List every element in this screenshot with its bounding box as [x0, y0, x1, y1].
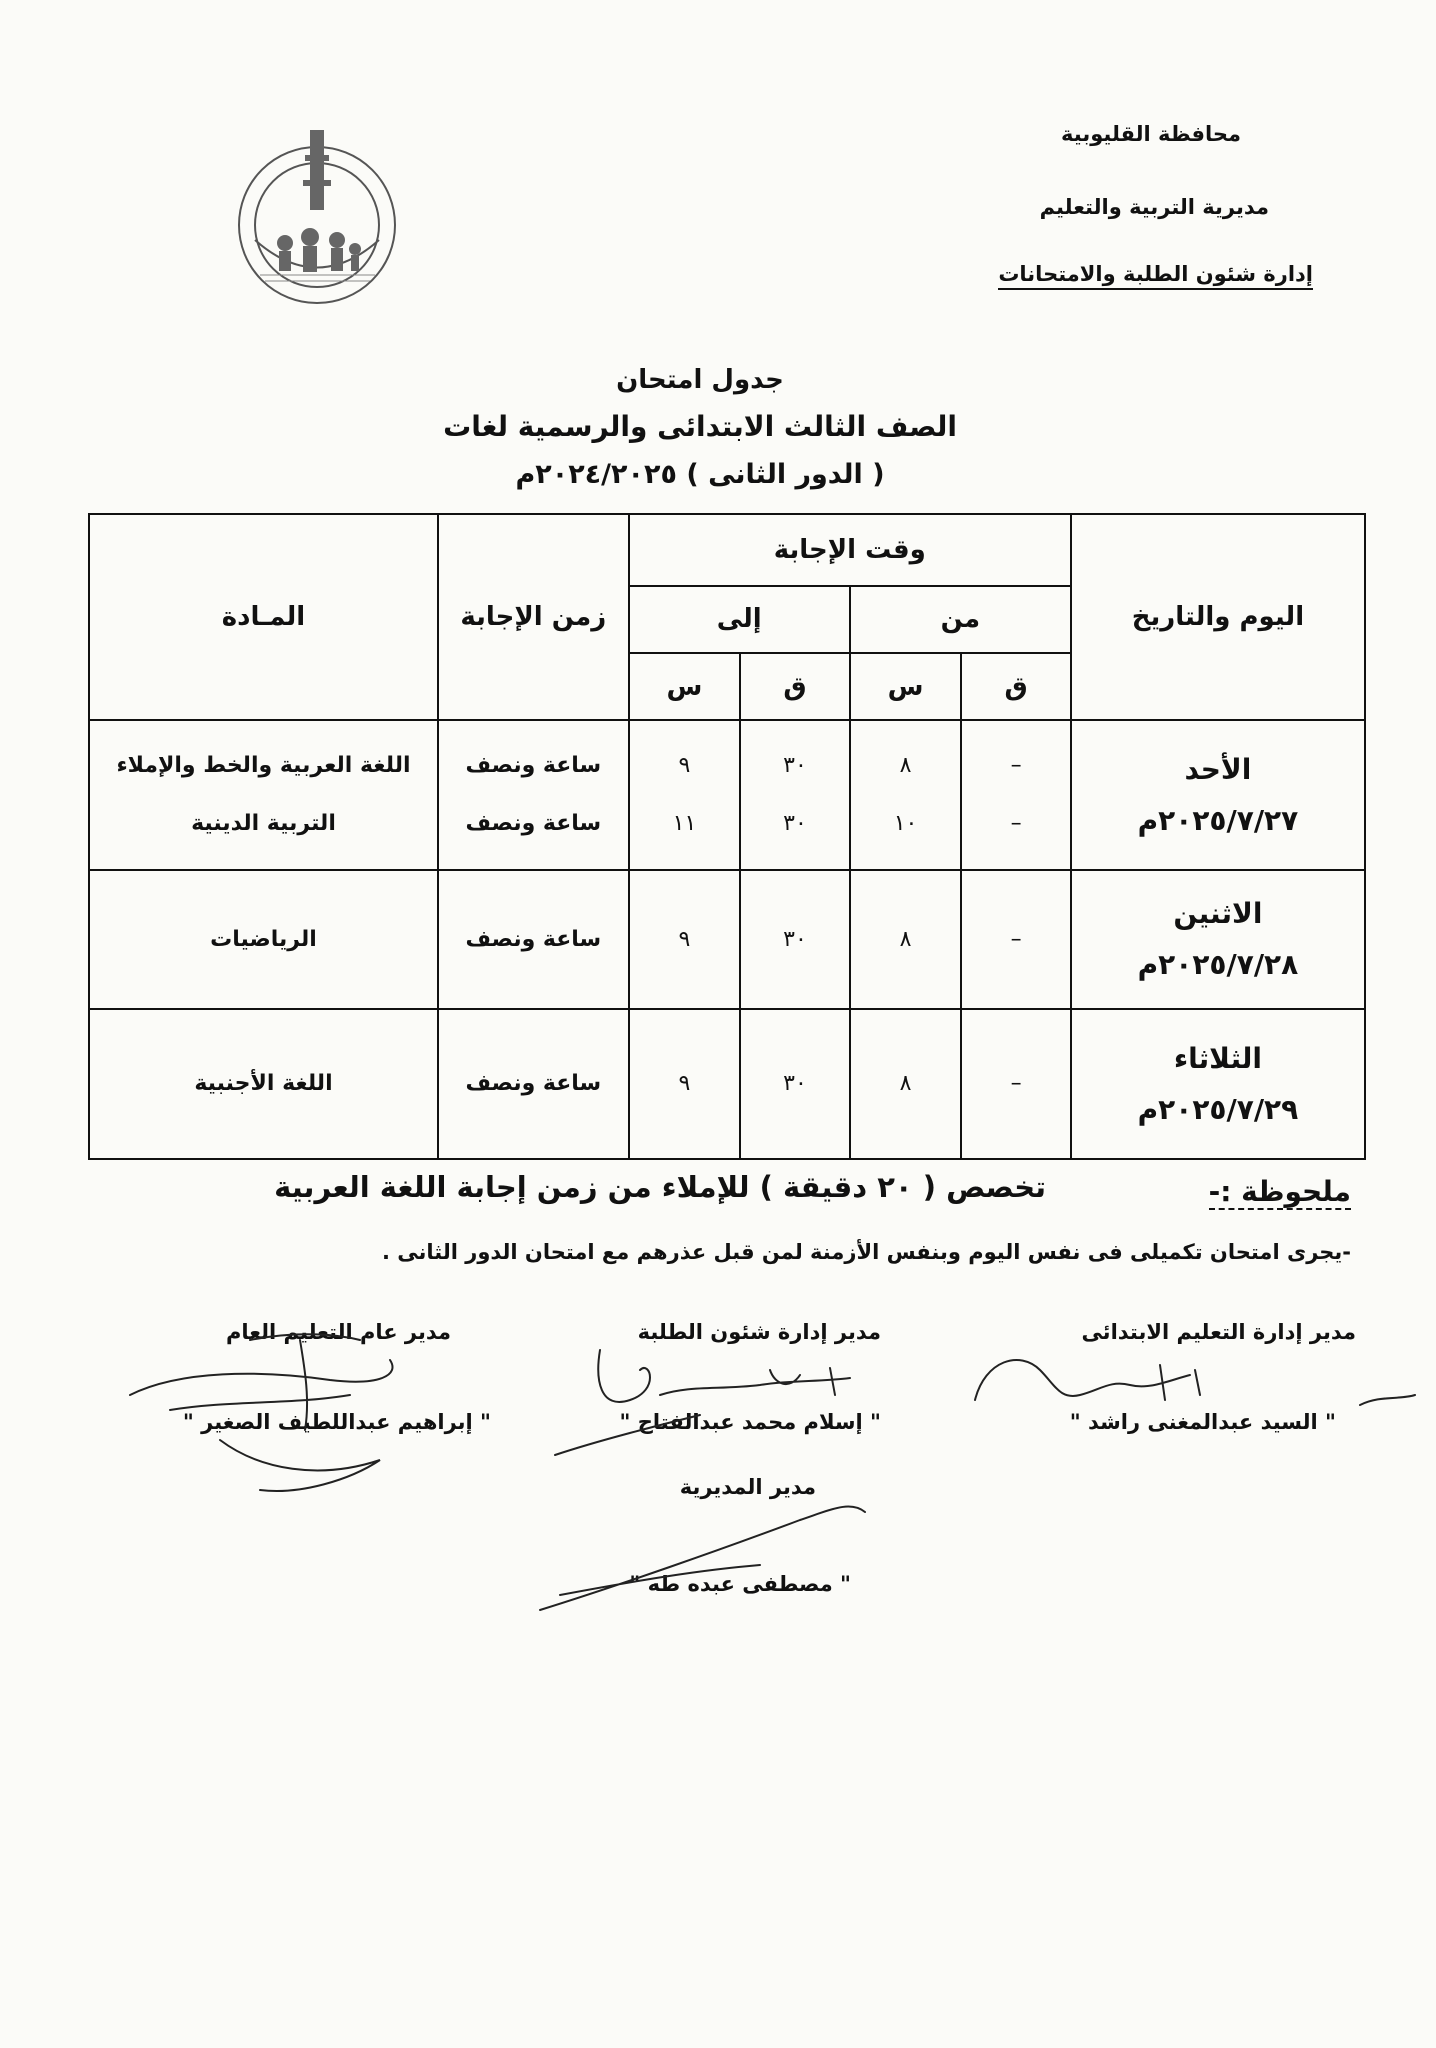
header-to-hours: س [629, 653, 741, 720]
to-minutes-cell: ٣٠ [740, 870, 850, 1009]
cell-value: – [1010, 811, 1022, 837]
table-row [89, 1009, 1365, 1159]
signature-name: " إسلام محمد عبدالفتاح " [619, 1410, 881, 1434]
cell-value: ١٠ [893, 811, 918, 837]
day-cell [1071, 870, 1365, 1009]
header-answer-time: وقت الإجابة [629, 514, 1071, 586]
table-row [89, 870, 1365, 1009]
signature-stroke [598, 1350, 850, 1402]
exam-schedule-table [88, 513, 1366, 1160]
to-hours-cell [629, 720, 741, 869]
day-cell [1071, 720, 1365, 869]
title-line-1: جدول امتحان [616, 365, 784, 395]
cell-value: اللغة العربية والخط والإملاء [116, 753, 411, 779]
header-to-minutes: ق [740, 653, 850, 720]
table-row [89, 720, 1365, 869]
signature-stroke [1360, 1395, 1415, 1405]
note-text: تخصص ( ٢٠ دقيقة ) للإملاء من زمن إجابة اللغة العربية [274, 1170, 1046, 1204]
header-from-hours: س [850, 653, 962, 720]
signature-title: مدير إدارة شئون الطلبة [637, 1320, 881, 1344]
to-minutes-cell: ٣٠ [740, 1009, 850, 1159]
header-day-date: اليوم والتاريخ [1071, 514, 1365, 720]
department-label: إدارة شئون الطلبة والامتحانات [998, 262, 1313, 290]
from-minutes-cell: – [961, 1009, 1071, 1159]
day-date: ٢٠٢٥/٧/٢٧م [1137, 804, 1299, 838]
title-line-2: الصف الثالث الابتدائى والرسمية لغات [443, 410, 957, 443]
cell-value: ١١ [672, 811, 697, 837]
directorate-label: مديرية التربية والتعليم [1039, 195, 1269, 219]
title-line-3: ( الدور الثانى ) ٢٠٢٤/٢٠٢٥م [515, 459, 885, 490]
duration-cell: ساعة ونصف [438, 870, 629, 1009]
header-duration: زمن الإجابة [438, 514, 629, 720]
day-date: ٢٠٢٥/٧/٢٨م [1137, 948, 1299, 982]
header-to: إلى [629, 586, 850, 653]
note-label: ملحوظة :- [1208, 1175, 1351, 1208]
signature-name: " السيد عبدالمغنى راشد " [1069, 1410, 1336, 1434]
cell-value: ٣٠ [783, 753, 807, 779]
day-cell [1071, 1009, 1365, 1159]
note-supplementary-exam: -يجرى امتحان تكميلى فى نفس اليوم وبنفس الأزمنة لمن قبل عذرهم مع امتحان الدور الثانى . [381, 1240, 1351, 1264]
header-from-minutes: ق [961, 653, 1071, 720]
signature-name: " إبراهيم عبداللطيف الصغير " [182, 1410, 491, 1434]
header-subject: المـادة [89, 514, 438, 720]
signature-name: " مصطفى عبده طه " [629, 1572, 851, 1596]
from-minutes-cell [961, 720, 1071, 869]
duration-cell [438, 720, 629, 869]
subject-cell [89, 720, 438, 869]
signature-title: مدير عام التعليم العام [226, 1320, 451, 1344]
subject-cell: الرياضيات [89, 870, 438, 1009]
from-hours-cell [850, 720, 962, 869]
cell-value: ٨ [899, 753, 912, 779]
cell-value: ٣٠ [783, 811, 807, 837]
from-minutes-cell: – [961, 870, 1071, 1009]
education-directorate-seal-icon [215, 125, 420, 310]
to-minutes-cell [740, 720, 850, 869]
day-date: ٢٠٢٥/٧/٢٩م [1137, 1092, 1299, 1126]
day-name: الاثنين [1173, 897, 1263, 931]
day-name: الثلاثاء [1173, 1041, 1262, 1075]
governorate-label: محافظة القليوبية [1061, 122, 1241, 146]
cell-value: التربية الدينية [191, 811, 336, 837]
signature-title: مدير إدارة التعليم الابتدائى [1081, 1320, 1356, 1344]
to-hours-cell: ٩ [629, 1009, 741, 1159]
to-hours-cell: ٩ [629, 870, 741, 1009]
from-hours-cell: ٨ [850, 1009, 962, 1159]
signature-stroke [975, 1360, 1200, 1400]
cell-value: – [1010, 753, 1022, 779]
cell-value: ساعة ونصف [465, 753, 602, 779]
day-name: الأحد [1184, 753, 1252, 787]
subject-cell: اللغة الأجنبية [89, 1009, 438, 1159]
header-from: من [850, 586, 1071, 653]
signature-title: مدير المديرية [679, 1475, 816, 1499]
from-hours-cell: ٨ [850, 870, 962, 1009]
duration-cell: ساعة ونصف [438, 1009, 629, 1159]
cell-value: ٩ [678, 753, 691, 779]
cell-value: ساعة ونصف [465, 811, 602, 837]
